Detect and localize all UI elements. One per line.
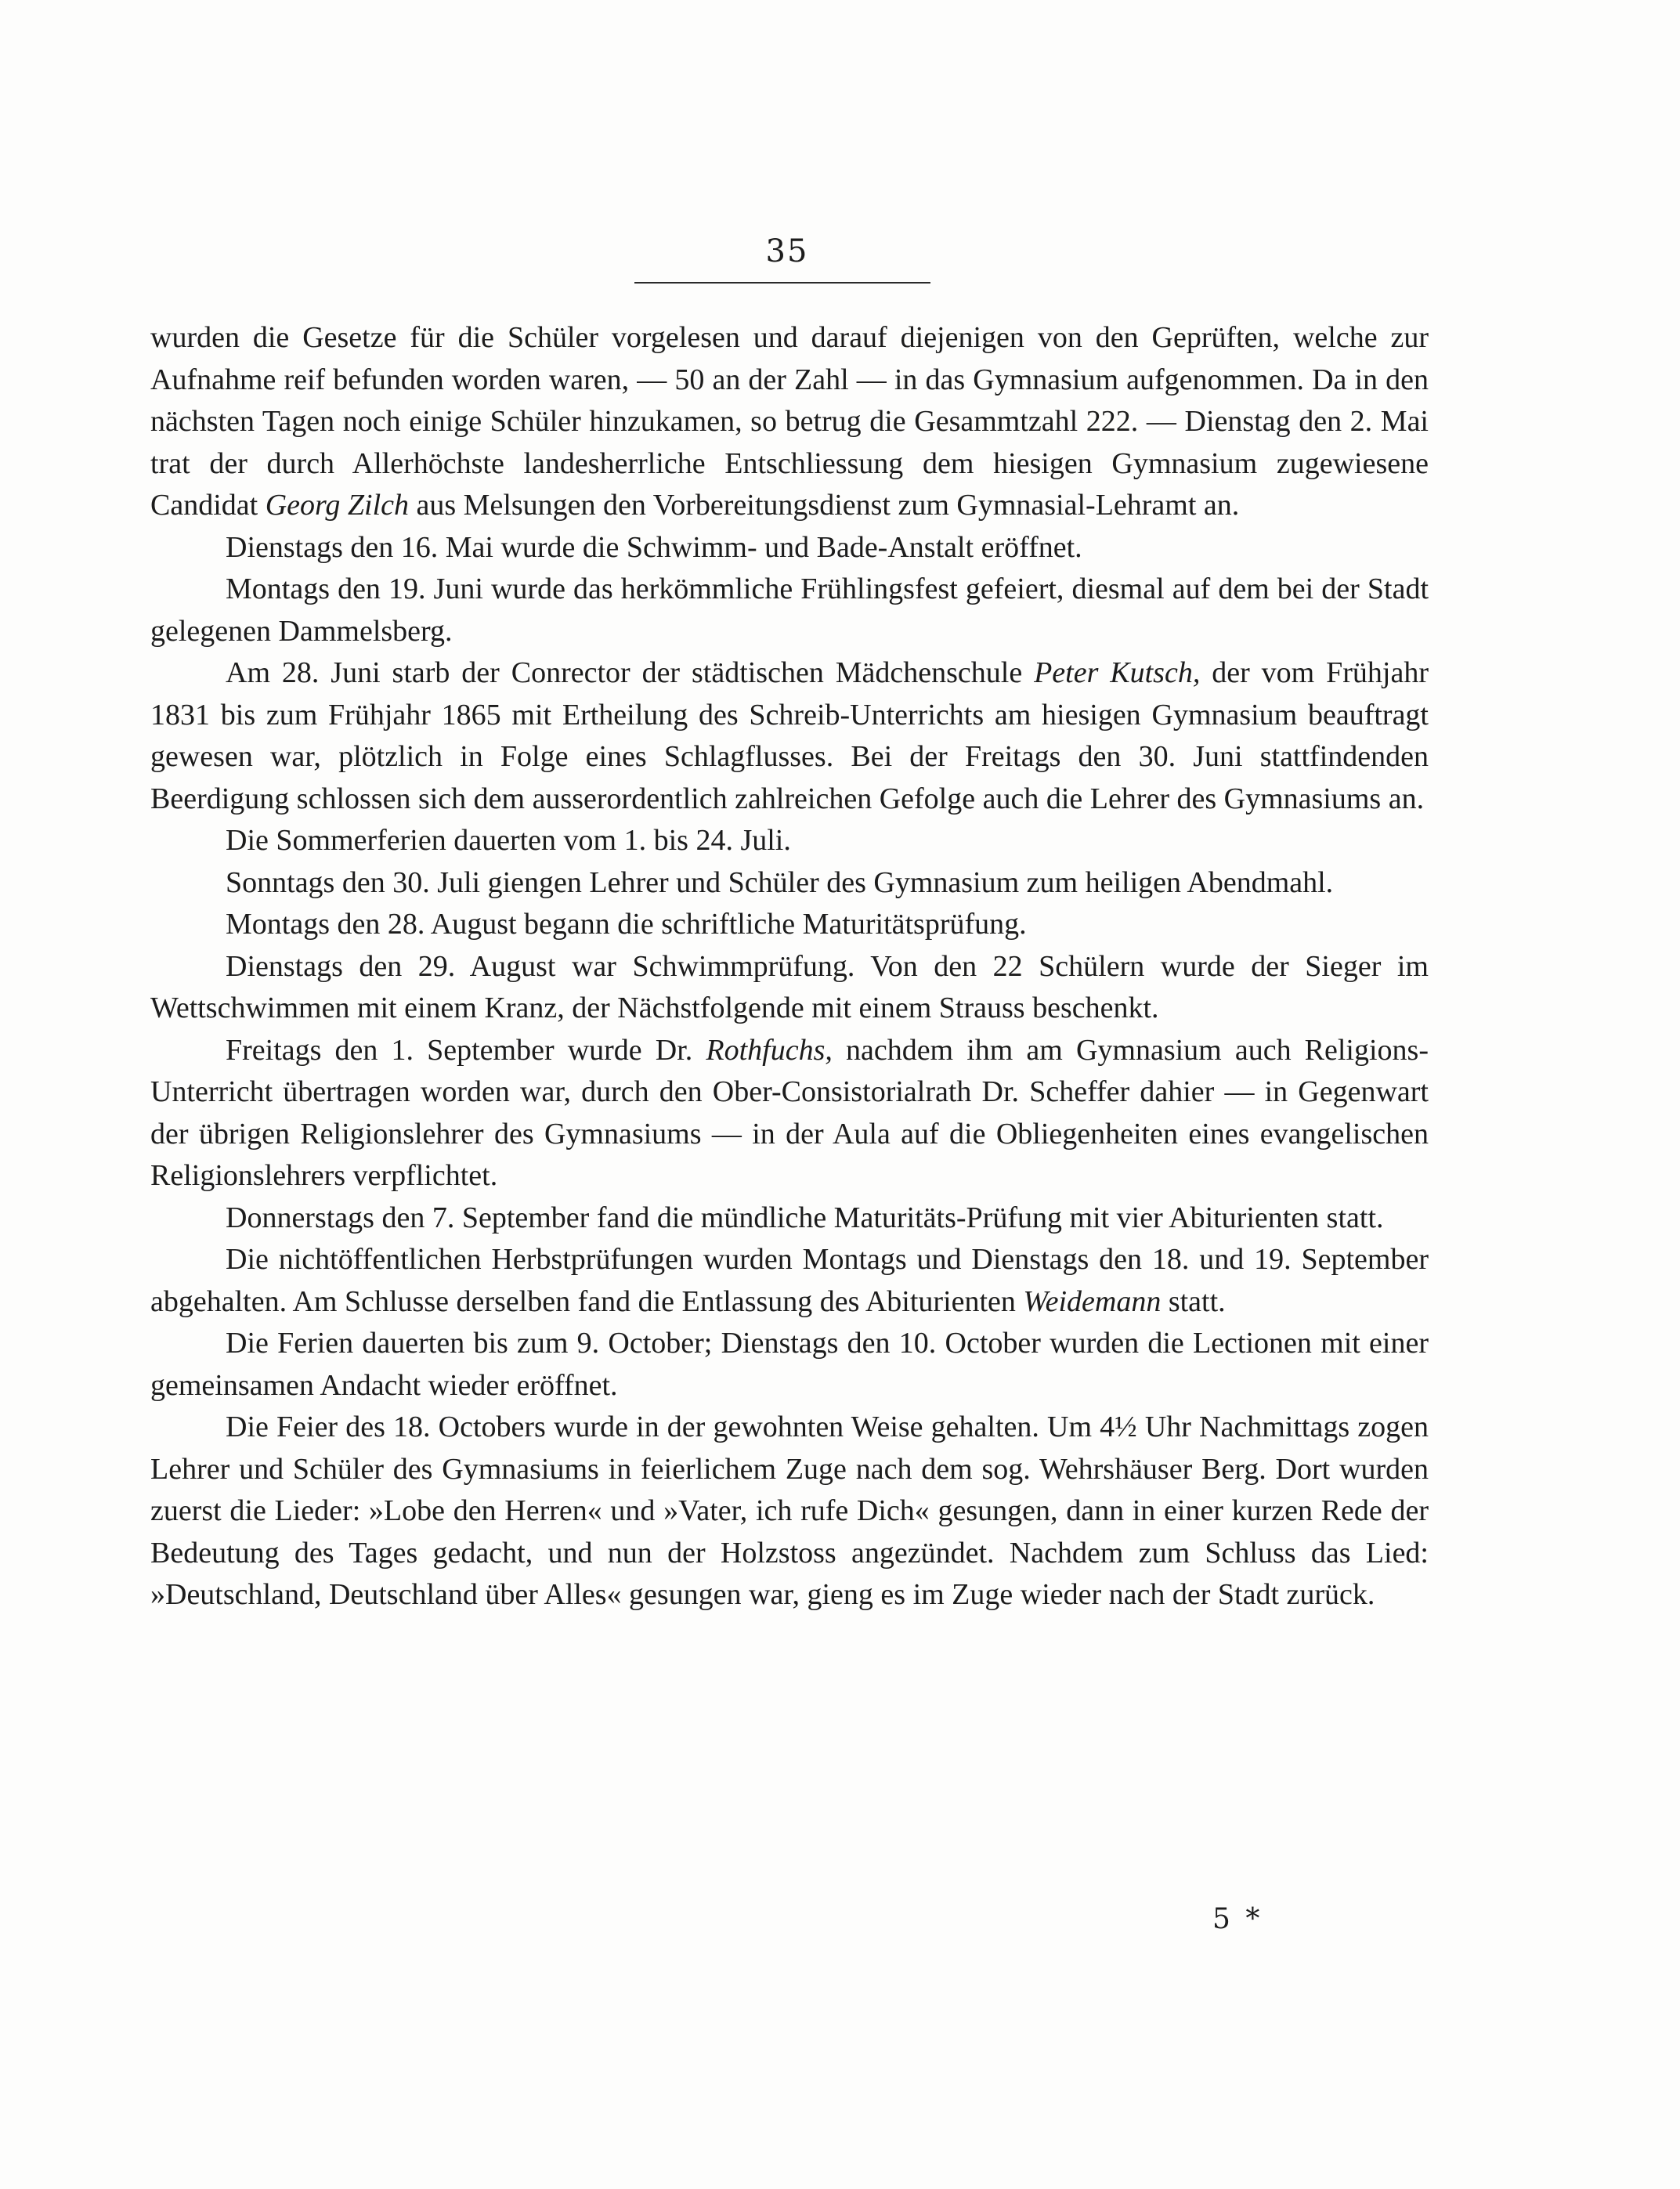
- paragraph: [150, 1239, 1429, 1323]
- text-segment: Dienstags den 29. August war Schwimmprüfung. Von den 22 Schülern wurde der Sieger im Wettschwimmen mit einem Kranz, der Nächstfolgende mit einem Strauss beschenkt.: [150, 949, 1429, 1024]
- text-segment: Sonntags den 30. Juli giengen Lehrer und Schüler des Gymnasium zum heiligen Abendmahl.: [226, 865, 1334, 899]
- page-number: 35: [765, 233, 809, 269]
- text-segment: Die nichtöffentlichen Herbstprüfungen wurden Montags und Dienstags den 18. und 19. September abgehalten. Am Schlusse derselben fand die Entlassung des Abiturienten: [150, 1243, 1429, 1318]
- text-segment: Freitags den 1. September wurde Dr.: [226, 1033, 706, 1067]
- paragraph: [150, 527, 1429, 569]
- paragraph: [150, 820, 1429, 862]
- text-segment: Die Ferien dauerten bis zum 9. October; Dienstags den 10. October wurden die Lectionen mit einer gemeinsamen Andacht wieder eröffnet.: [150, 1327, 1429, 1402]
- header-rule: [634, 282, 930, 284]
- text-segment: der vom Frühjahr 1831 bis zum Frühjahr 1865 mit Ertheilung des Schreib-Unterrichts am hiesigen Gymnasium beauftragt gewesen war, plötzlich in Folge eines Schlagflusses. Bei der Freitags den 30. Juni stattfindenden Beerdigung schlossen sich dem ausserordentlich zahlreichen Gefolge auch die Lehrer des Gymnasiums an.: [150, 656, 1429, 815]
- text-segment: nachdem ihm am Gymnasium auch Religions-Unterricht übertragen worden war, durch den Ober-Consistorialrath Dr. Scheffer dahier — in Gegenwart der übrigen Religionslehrer des Gymnasiums — in der Aula auf die Obliegenheiten eines evangelischen Religionslehrers verpflichtet.: [150, 1033, 1429, 1192]
- paragraph: [150, 569, 1429, 652]
- text-segment: Die Sommerferien dauerten vom 1. bis 24. Juli.: [226, 824, 791, 857]
- text-segment: statt.: [1161, 1284, 1226, 1318]
- person-name: Weidemann: [1023, 1284, 1162, 1318]
- text-segment: Montags den 19. Juni wurde das herkömmliche Frühlingsfest gefeiert, diesmal auf dem bei der Stadt gelegenen Dammelsberg.: [150, 573, 1429, 648]
- paragraph: [150, 1407, 1429, 1616]
- paragraph: [150, 1197, 1429, 1240]
- paragraph: [150, 1030, 1429, 1197]
- body-text: [150, 317, 1429, 1616]
- text-segment: Donnerstags den 7. September fand die mündliche Maturitäts-Prüfung mit vier Abiturienten statt.: [226, 1201, 1384, 1234]
- text-segment: Montags den 28. August begann die schriftliche Maturitätsprüfung.: [226, 908, 1027, 941]
- text-segment: Die Feier des 18. Octobers wurde in der gewohnten Weise gehalten. Um 4½ Uhr Nachmittags zogen Lehrer und Schüler des Gymnasiums in feierlichem Zuge nach dem sog. Wehrshäuser Berg. Dort wurden zuerst die Lieder: »Lobe den Herren« und »Vater, ich rufe Dich« gesungen, dann in einer kurzen Rede der Bedeutung des Tages gedacht, und nun der Holzstoss angezündet. Nachdem zum Schluss das Lied: »Deutschland, Deutschland über Alles« gesungen war, gieng es im Zuge wieder nach der Stadt zurück.: [150, 1411, 1429, 1611]
- text-segment: Am 28. Juni starb der Conrector der städtischen Mädchenschule: [226, 656, 1035, 689]
- text-segment: aus Melsungen den Vorbereitungsdienst zum Gymnasial-Lehramt an.: [409, 489, 1240, 522]
- person-name: Georg Zilch: [265, 489, 410, 522]
- person-name: Rothfuchs,: [706, 1033, 833, 1067]
- person-name: Peter Kutsch,: [1034, 656, 1201, 689]
- paragraph: [150, 1323, 1429, 1407]
- text-segment: Dienstags den 16. Mai wurde die Schwimm- und Bade-Anstalt eröffnet.: [226, 530, 1082, 564]
- paragraph: [150, 946, 1429, 1030]
- paragraph: [150, 317, 1429, 527]
- text-segment: wurden die Gesetze für die Schüler vorgelesen und darauf diejenigen von den Geprüften, welche zur Aufnahme reif befunden worden waren, — 50 an der Zahl — in das Gymnasium aufgenommen. Da in den nächsten Tagen noch einige Schüler hinzukamen, so betrug die Gesammtzahl 222. — Dienstag den 2. Mai trat der durch Allerhöchste landesherrliche Entschliessung dem hiesigen Gymnasium zugewiesene Candidat: [150, 321, 1429, 522]
- paragraph: [150, 652, 1429, 820]
- paragraph: [150, 862, 1429, 905]
- signature-mark: 5 *: [1212, 1903, 1263, 1935]
- paragraph: [150, 904, 1429, 946]
